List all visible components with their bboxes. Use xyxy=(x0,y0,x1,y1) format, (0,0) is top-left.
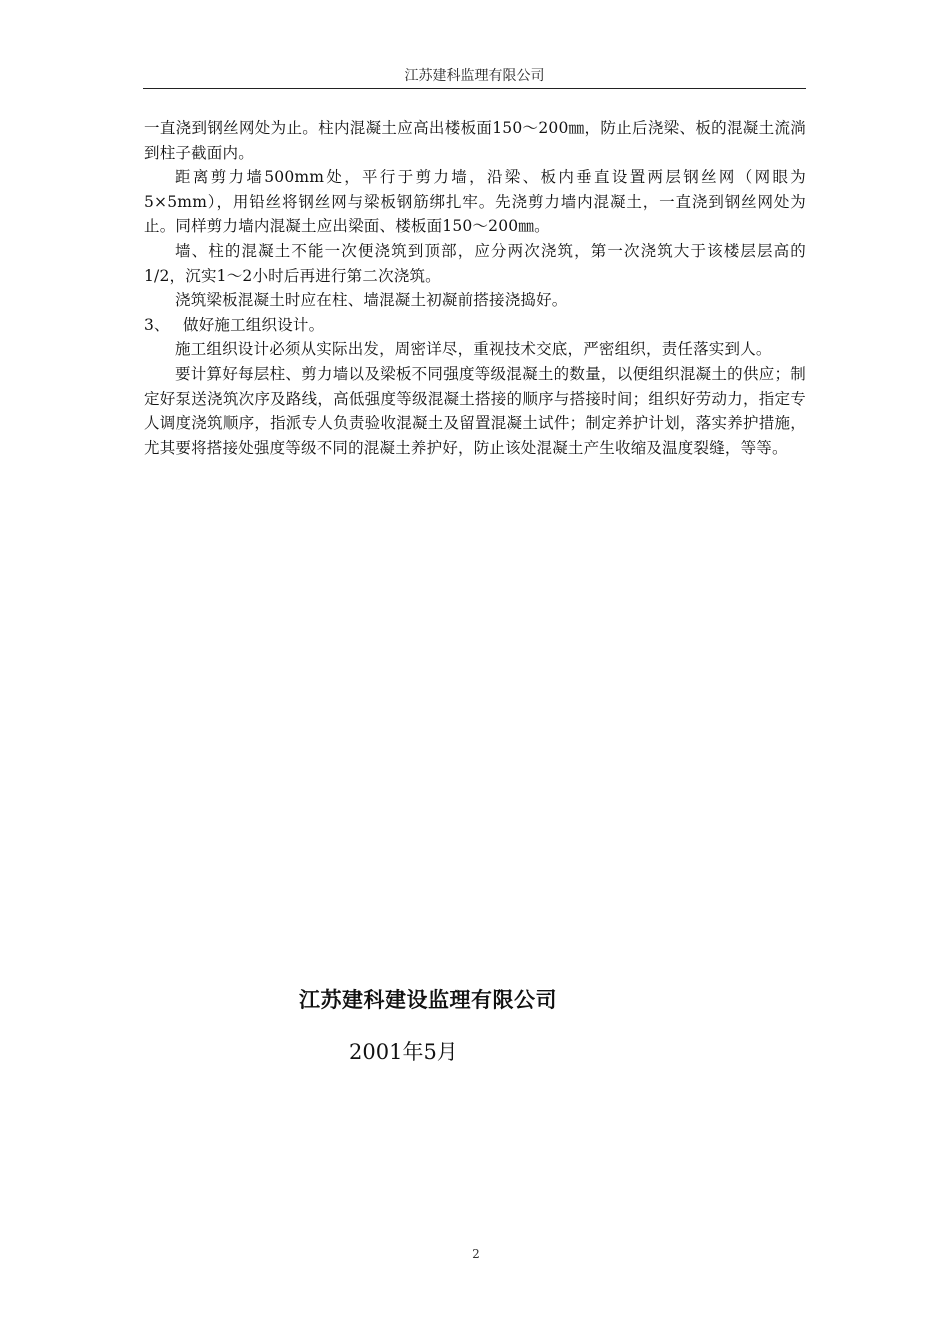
paragraph-construction-design: 施工组织设计必须从实际出发，周密详尽，重视技术交底，严密组织，责任落实到人。 xyxy=(175,340,772,359)
signature-company: 江苏建科建设监理有限公司 xyxy=(299,988,557,1012)
header-company-name: 江苏建科监理有限公司 xyxy=(404,68,545,84)
page-number: 2 xyxy=(472,1247,480,1261)
signature-date: 2001年5月 xyxy=(349,1040,458,1064)
paragraph-beam-slab-pour: 浇筑梁板混凝土时应在柱、墙混凝土初凝前搭接浇捣好。 xyxy=(175,291,568,310)
page-header xyxy=(143,66,806,88)
header-rule xyxy=(143,88,806,89)
document-body xyxy=(144,116,806,460)
paragraph-shear-wall-mesh: 距离剪力墙500mm处，平行于剪力墙，沿梁、板内垂直设置两层钢丝网（网眼为5×5mm），用铅丝将钢丝网与梁板钢筋绑扎牢。先浇剪力墙内混凝土，一直浇到钢丝网处为止。同样剪力墙内混凝土应出梁面、楼板面150～200㎜。 xyxy=(144,168,806,236)
section-title: 做好施工组织设计。 xyxy=(183,315,325,334)
section-heading-3 xyxy=(144,313,806,338)
section-number: 3、 xyxy=(144,315,170,334)
paragraph-continuation: 一直浇到钢丝网处为止。柱内混凝土应高出楼板面150～200㎜，防止后浇梁、板的混凝土流淌到柱子截面内。 xyxy=(144,119,806,162)
paragraph-two-stage-pour: 墙、柱的混凝土不能一次便浇筑到顶部，应分两次浇筑，第一次浇筑大于该楼层层高的1/2，沉实1～2小时后再进行第二次浇筑。 xyxy=(144,241,806,285)
paragraph-calculation-plan: 要计算好每层柱、剪力墙以及梁板不同强度等级混凝土的数量，以便组织混凝土的供应；制定好泵送浇筑次序及路线，高低强度等级混凝土搭接的顺序与搭接时间；组织好劳动力，指定专人调度浇筑顺序，指派专人负责验收混凝土及留置混凝土试件；制定养护计划，落实养护措施，尤其要将搭接处强度等级不同的混凝土养护好，防止该处混凝土产生收缩及温度裂缝，等等。 xyxy=(144,364,806,457)
